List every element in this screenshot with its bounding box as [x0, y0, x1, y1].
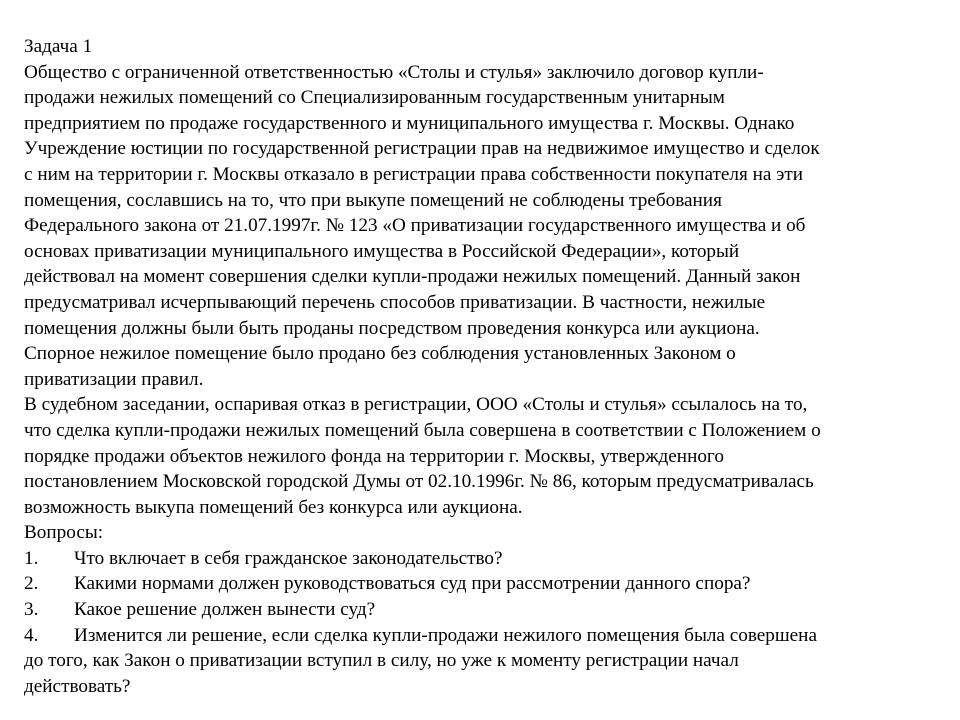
body-line: помещения должны были быть проданы посредством проведения конкурса или аукциона.: [24, 317, 760, 339]
task-title: Задача 1: [24, 36, 93, 57]
body-line: порядке продажи объектов нежилого фонда на территории г. Москвы, утвержденного: [24, 445, 724, 467]
question-text: Что включает в себя гражданское законодательство?: [74, 547, 503, 569]
question-item: [24, 623, 936, 649]
body-line: Учреждение юстиции по государственной регистрации прав на недвижимое имущество и сделок: [24, 138, 820, 160]
question-item: [24, 546, 936, 572]
question-number: 3.: [24, 599, 39, 621]
question-text: Изменится ли решение, если сделка купли-продажи нежилого помещения была совершена: [74, 624, 817, 646]
question-text: Какое решение должен вынести суд?: [74, 599, 376, 621]
body-line: что сделка купли-продажи нежилых помещений была совершена в соответствии с Положением о: [24, 419, 821, 441]
question-item: [24, 571, 936, 597]
body-line: возможность выкупа помещений без конкурса или аукциона.: [24, 496, 523, 518]
body-line: приватизации правил.: [24, 368, 204, 390]
body-line: предприятием по продаже государственного и муниципального имущества г. Москвы. Однако: [24, 112, 795, 134]
question-number: 4.: [24, 624, 39, 646]
body-line: с ним на территории г. Москвы отказало в регистрации права собственности покупателя на эти: [24, 163, 804, 185]
body-line: помещения, сославшись на то, что при выкупе помещений не соблюдены требования: [24, 189, 722, 211]
question-continuation: до того, как Закон о приватизации вступил в силу, но уже к моменту регистрации начал: [24, 650, 739, 672]
body-line: постановлением Московской городской Думы от 02.10.1996г. № 86, которым предусматривалась: [24, 471, 814, 493]
body-line: продажи нежилых помещений со Специализированным государственным унитарным: [24, 87, 725, 109]
question-item: [24, 597, 936, 623]
body-line: Спорное нежилое помещение было продано без соблюдения установленных Законом о: [24, 343, 736, 365]
question-continuation: действовать?: [24, 675, 131, 697]
body-line: Общество с ограниченной ответственностью «Столы и стулья» заключило договор купли-: [24, 61, 764, 83]
body-line: основах приватизации муниципального имущества в Российской Федерации», который: [24, 240, 740, 262]
body-line: предусматривал исчерпывающий перечень способов приватизации. В частности, нежилые: [24, 291, 766, 313]
questions-heading: Вопросы:: [24, 522, 104, 544]
body-line: действовал на момент совершения сделки купли-продажи нежилых помещений. Данный закон: [24, 266, 801, 288]
document-text: [24, 34, 936, 699]
question-text: Какими нормами должен руководствоваться суд при рассмотрении данного спора?: [74, 573, 751, 595]
body-line: Федерального закона от 21.07.1997г. № 123 «О приватизации государственного имущества и об: [24, 215, 806, 237]
question-number: 1.: [24, 547, 39, 569]
question-number: 2.: [24, 573, 39, 595]
body-line: В судебном заседании, оспаривая отказ в регистрации, ООО «Столы и стулья» ссылалось на то,: [24, 394, 808, 416]
